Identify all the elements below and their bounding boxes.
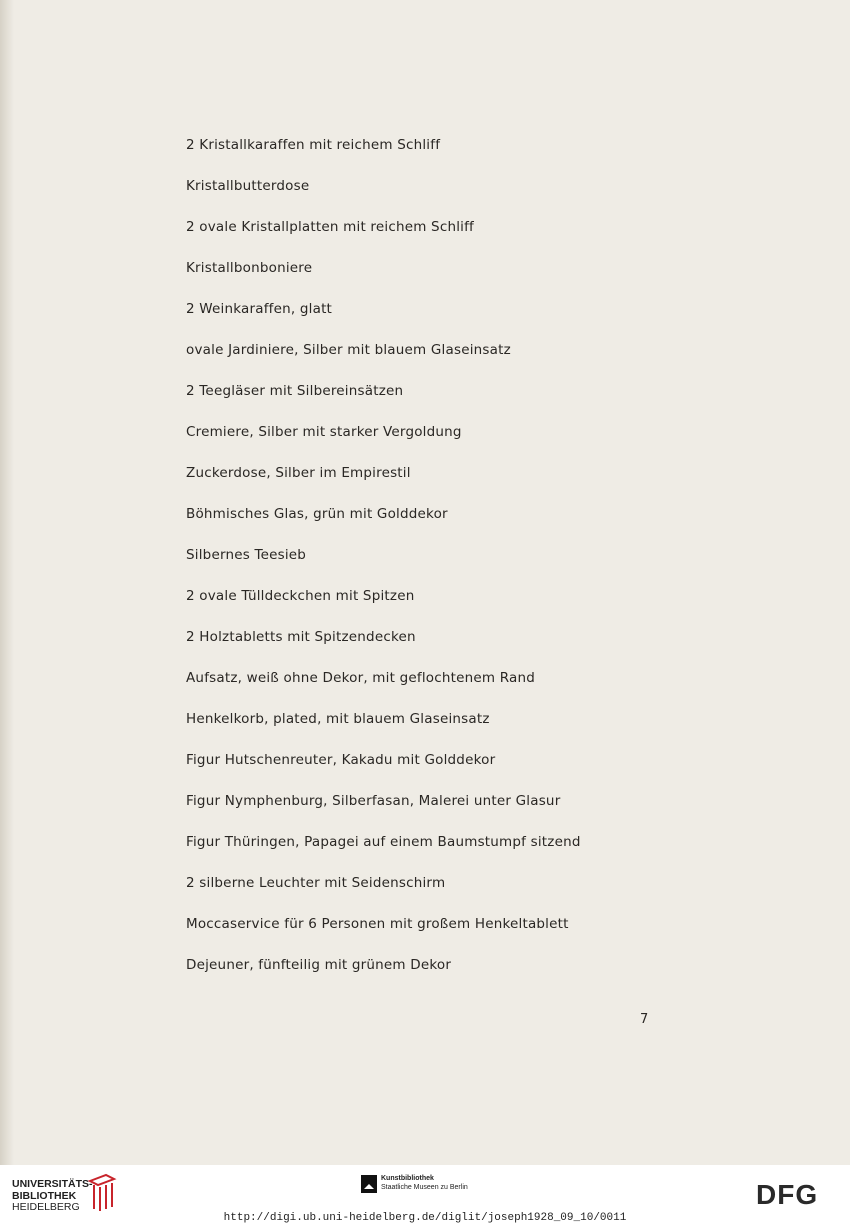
- dfg-logo-label: DFG: [756, 1181, 819, 1207]
- source-url-link[interactable]: http://digi.ub.uni-heidelberg.de/diglit/joseph1928_09_10/0011: [223, 1212, 627, 1224]
- item-text: ovale Jardiniere, Silber mit blauem Glaseinsatz: [186, 342, 511, 358]
- item-text: 2 Teegläser mit Silbereinsätzen: [186, 383, 404, 399]
- kunstbibliothek-logo-text[interactable]: [381, 1174, 468, 1192]
- item-text: Figur Nymphenburg, Silberfasan, Malerei unter Glasur: [186, 793, 561, 809]
- ub-heidelberg-emblem-icon[interactable]: [84, 1173, 120, 1213]
- item-text: Dejeuner, fünfteilig mit grünem Dekor: [186, 957, 452, 973]
- item-text: Henkelkorb, plated, mit blauem Glaseinsatz: [186, 711, 490, 727]
- item-text: 2 silberne Leuchter mit Seidenschirm: [186, 875, 446, 891]
- item-text: Silbernes Teesieb: [186, 547, 307, 563]
- kb-line-2: Staatliche Museen zu Berlin: [381, 1184, 468, 1191]
- item-text: 2 Kristallkaraffen mit reichem Schliff: [186, 137, 441, 153]
- footer-bar: [0, 1165, 850, 1226]
- item-text: Figur Thüringen, Papagei auf einem Baumstumpf sitzend: [186, 834, 581, 850]
- item-text: Kristallbonboniere: [186, 260, 313, 276]
- item-text: 2 ovale Tülldeckchen mit Spitzen: [186, 588, 415, 604]
- item-text: Böhmisches Glas, grün mit Golddekor: [186, 506, 448, 522]
- item-text: Kristallbutterdose: [186, 178, 310, 194]
- item-text: Zuckerdose, Silber im Empirestil: [186, 465, 411, 481]
- ub-line-2: BIBLIOTHEK: [12, 1189, 77, 1202]
- item-text: Figur Hutschenreuter, Kakadu mit Golddekor: [186, 752, 496, 768]
- item-text: 2 Weinkaraffen, glatt: [186, 301, 333, 317]
- item-text: Cremiere, Silber mit starker Vergoldung: [186, 424, 462, 440]
- ub-line-1: UNIVERSITÄTS-: [12, 1178, 93, 1190]
- ub-line-3: HEIDELBERG: [12, 1201, 80, 1213]
- item-text: 2 ovale Kristallplatten mit reichem Schliff: [186, 219, 475, 235]
- ub-heidelberg-logo-text[interactable]: [12, 1179, 93, 1214]
- dfg-logo-icon[interactable]: [756, 1181, 838, 1207]
- item-text: Aufsatz, weiß ohne Dekor, mit geflochtenem Rand: [186, 670, 535, 686]
- item-text: Moccaservice für 6 Personen mit großem Henkeltablett: [186, 916, 569, 932]
- item-text: 2 Holztabletts mit Spitzendecken: [186, 629, 416, 645]
- kb-line-1: Kunstbibliothek: [381, 1175, 434, 1182]
- kunstbibliothek-logo-icon[interactable]: [361, 1175, 377, 1193]
- page-number: 7: [640, 1012, 649, 1027]
